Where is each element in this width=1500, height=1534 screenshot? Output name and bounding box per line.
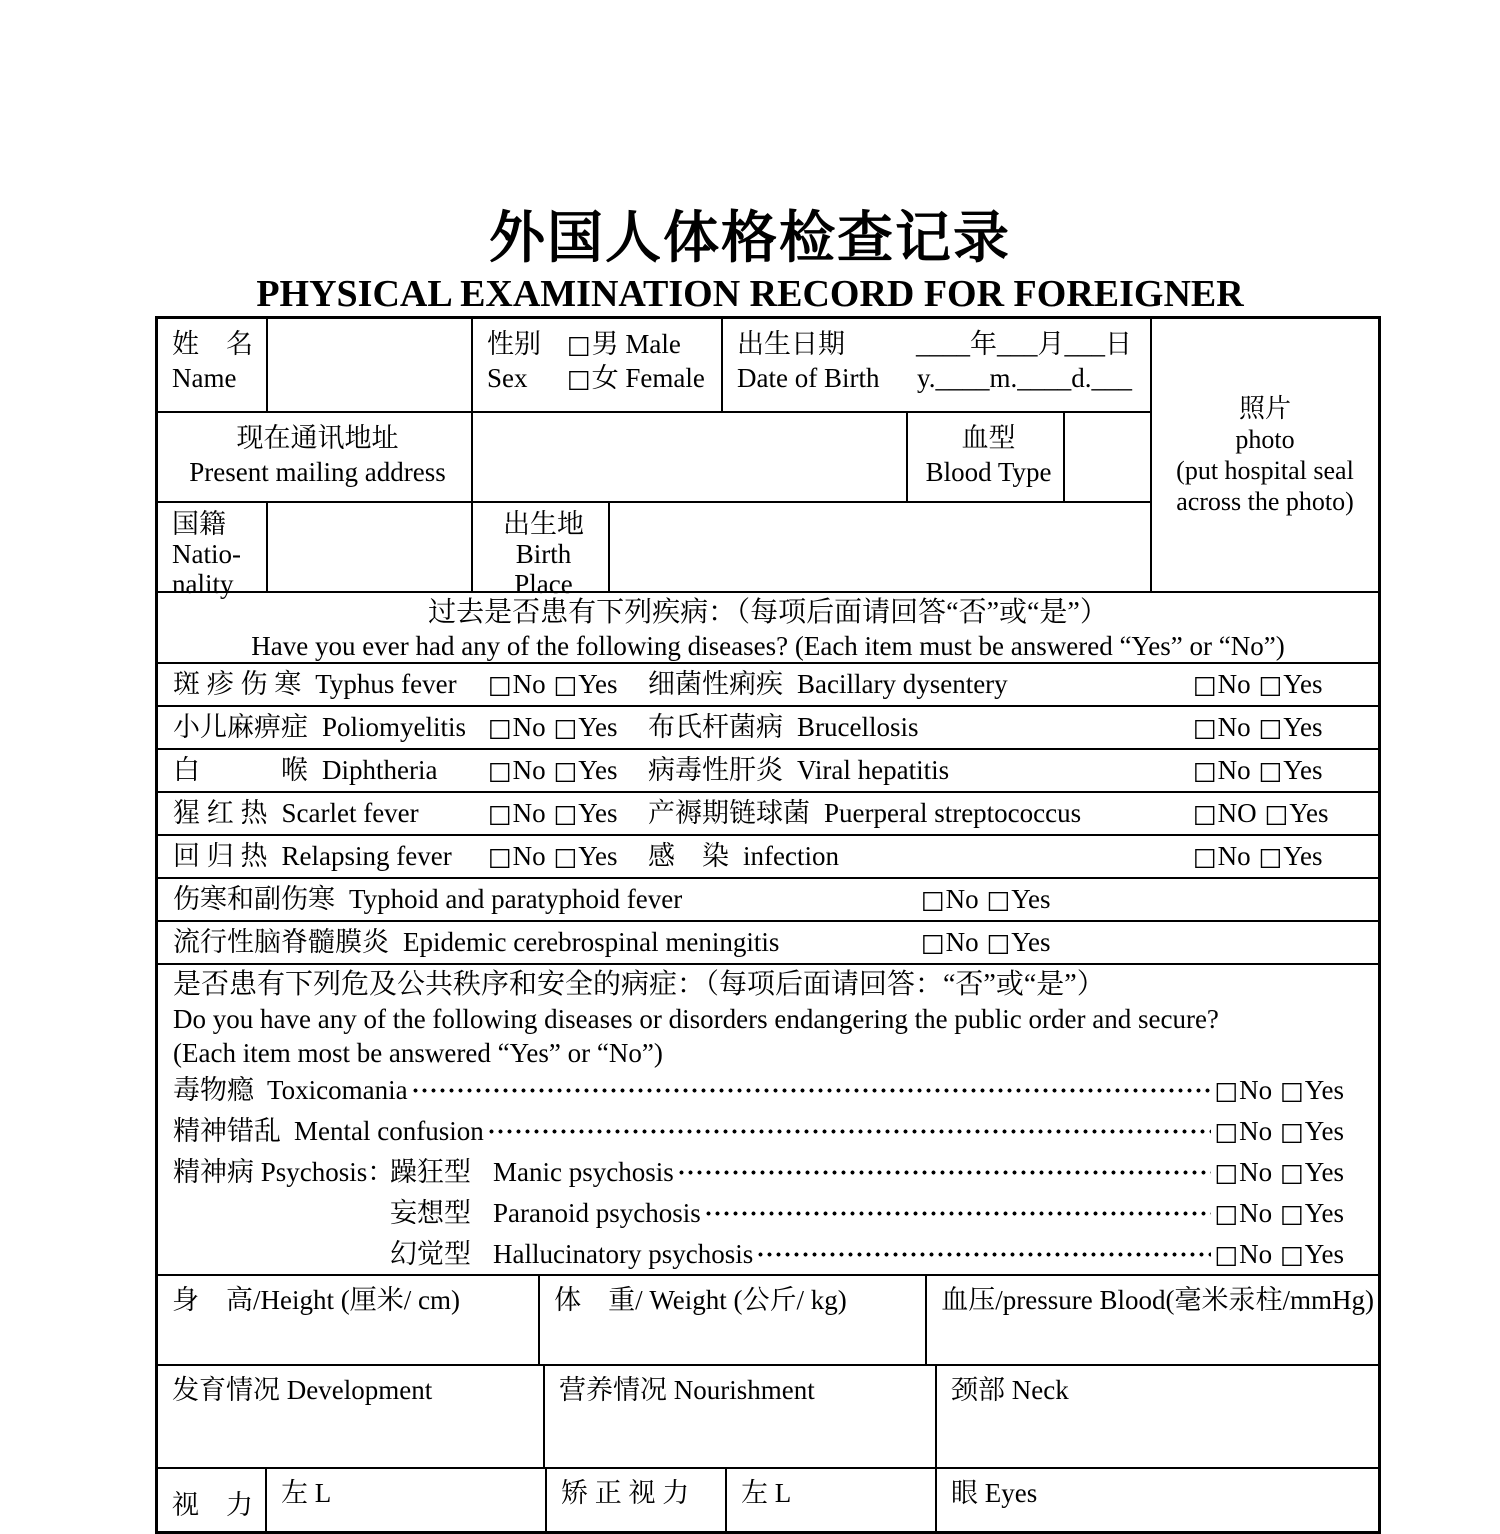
development-cell[interactable] [158,1366,545,1467]
dob-blanks-zh[interactable]: ____年___月___日 [916,329,1132,359]
disease-row-meningitis [158,920,1378,963]
yes-checkbox[interactable]: □ [1280,1239,1304,1269]
item-en: Manic psychosis [493,1156,674,1187]
no-label: NO [1217,797,1257,828]
item-zh: 躁狂型 [390,1156,471,1187]
no-yes-checkboxes [921,926,1051,960]
no-label: No [945,883,979,914]
no-yes-checkboxes [488,797,618,831]
photo-note-line2: across the photo) [1176,487,1354,516]
no-checkbox[interactable]: □ [1214,1239,1239,1269]
psychosis-prefix: 精神病 Psychosis： [173,1156,395,1187]
photo-note-line1: (put hospital seal [1176,456,1354,485]
disease-row-diphtheria-hepatitis [158,748,1378,791]
yes-checkbox[interactable]: □ [986,884,1011,914]
no-label: No [1217,711,1251,742]
dob-label-en: Date of Birth [737,362,880,393]
birthplace-label-en2: Place [514,569,573,600]
disease-en: Epidemic cerebrospinal meningitis [403,926,780,957]
no-yes-checkboxes [1193,754,1323,788]
disease-en: Brucellosis [797,711,919,742]
disease-en: Relapsing fever [281,840,452,871]
neck-label: 颈部 Neck [951,1375,1069,1405]
dotted-leader [756,1234,1211,1275]
eyes-cell[interactable]: 眼 Eyes [951,1478,1038,1508]
no-checkbox[interactable]: □ [488,755,512,785]
no-yes-checkboxes [1193,840,1323,874]
item-zh: 幻觉型 [390,1238,471,1269]
disease-zh: 猩 红 热 [173,797,268,828]
blood-type-label-zh: 血型 [961,423,1016,453]
address-label-zh: 现在通讯地址 [236,423,399,453]
birthplace-input-area[interactable] [610,503,1150,591]
height-label: 身 高/Height (厘米/ cm) [172,1285,460,1315]
no-checkbox[interactable]: □ [1193,798,1217,828]
height-cell[interactable] [158,1276,540,1364]
yes-checkbox[interactable]: □ [1280,1157,1304,1187]
no-checkbox[interactable]: □ [921,927,945,957]
yes-label: Yes [1283,668,1323,699]
dotted-leader [677,1152,1212,1193]
disease-en: Puerperal streptococcus [824,797,1082,828]
yes-label: Yes [1304,1074,1344,1105]
blood-pressure-label: 血压/pressure Blood(毫米汞柱/mmHg) [941,1285,1374,1315]
no-label: No [512,754,546,785]
name-label-zh: 姓 名 [172,329,253,359]
yes-checkbox[interactable]: □ [553,755,578,785]
no-checkbox[interactable]: □ [488,841,512,871]
no-yes-checkboxes [1214,1238,1344,1272]
item-en: Mental confusion [294,1115,484,1146]
no-checkbox[interactable]: □ [1193,712,1217,742]
dotted-leader [487,1111,1212,1152]
nationality-label-cell [158,503,268,600]
male-label: 男 Male [591,329,681,359]
name-input-area[interactable] [268,319,473,411]
no-checkbox[interactable]: □ [488,669,512,699]
yes-checkbox[interactable]: □ [553,841,578,871]
no-yes-checkboxes [1214,1197,1344,1231]
no-checkbox[interactable]: □ [1214,1198,1239,1228]
yes-label: Yes [578,840,618,871]
no-label: No [512,711,546,742]
no-checkbox[interactable]: □ [1193,669,1217,699]
disease-zh: 布氏杆菌病 [648,711,783,742]
yes-checkbox[interactable]: □ [1264,798,1289,828]
name-label-cell [158,319,268,411]
no-yes-checkboxes [1214,1074,1344,1108]
no-yes-checkboxes [1193,711,1323,745]
public-order-header-zh: 是否患有下列危及公共秩序和安全的病症：（每项后面请回答：“否”或“是”） [173,969,1105,1000]
disease-zh: 白 喉 [173,754,308,785]
no-label: No [1239,1074,1273,1105]
nationality-birthplace-row [158,501,1150,600]
disease-row-typhoid [158,877,1378,920]
public-order-item-hallucinatory-psychosis [158,1234,1378,1275]
yes-label: Yes [1289,797,1329,828]
disease-zh: 小儿麻痹症 [173,711,308,742]
no-yes-checkboxes [1193,797,1329,831]
disease-en: Scarlet fever [281,797,419,828]
yes-checkbox[interactable]: □ [1280,1198,1304,1228]
public-order-item-paranoid-psychosis [158,1193,1378,1234]
yes-label: Yes [1304,1156,1344,1187]
blood-type-label-cell [908,413,1065,501]
corrected-vision-left-cell[interactable]: 左 L [727,1469,937,1531]
disease-header-zh: 过去是否患有下列疾病：（每项后面请回答“否”或“是”） [428,597,1108,628]
no-yes-checkboxes [1193,668,1323,702]
no-label: No [1239,1197,1273,1228]
form-table [155,316,1381,1534]
dob-label-zh: 出生日期 [737,329,845,359]
no-yes-checkboxes [1214,1115,1344,1149]
disease-row-typhus-dysentery [158,662,1378,705]
yes-label: Yes [578,754,618,785]
female-label: 女 Female [591,362,705,393]
item-en: Hallucinatory psychosis [493,1238,754,1269]
disease-zh: 感 染 [648,840,729,871]
no-checkbox[interactable]: □ [488,712,512,742]
no-label: No [1239,1156,1273,1187]
disease-en: Poliomyelitis [322,711,467,742]
yes-label: Yes [1283,840,1323,871]
disease-zh: 细菌性痢疾 [648,668,783,699]
nationality-label-zh: 国籍 [172,509,226,539]
vision-left-cell[interactable]: 左 L [267,1469,547,1531]
development-label: 发育情况 Development [172,1375,433,1405]
no-label: No [1217,668,1251,699]
yes-label: Yes [1304,1115,1344,1146]
disease-header-en: Have you ever had any of the following diseases? (Each item must be answered “Yes” or “No”) [251,631,1285,661]
identity-section [158,319,1378,600]
vision-label-cell: 视 力 [158,1469,267,1531]
dotted-leader [411,1070,1212,1111]
yes-checkbox[interactable]: □ [553,712,578,742]
no-label: No [512,668,546,699]
yes-checkbox[interactable]: □ [1258,669,1283,699]
item-zh: 毒物瘾 [173,1074,254,1105]
address-input-area[interactable] [473,413,908,501]
sex-label-en: Sex [487,362,528,393]
no-label: No [1239,1115,1273,1146]
dob-cell [723,319,1150,411]
form-title-zh: 外国人体格检查记录 [489,206,1011,269]
yes-label: Yes [1283,711,1323,742]
no-checkbox[interactable]: □ [1214,1116,1239,1146]
yes-checkbox[interactable]: □ [553,669,578,699]
development-row [158,1364,1378,1467]
address-label-cell [158,413,473,501]
photo-area[interactable] [1150,319,1378,591]
nationality-label-en1: Natio- [172,539,241,570]
birthplace-label-cell [473,503,610,600]
disease-zh: 伤寒和副伤寒 [173,883,335,914]
yes-label: Yes [578,797,618,828]
yes-label: Yes [578,668,618,699]
yes-checkbox[interactable]: □ [1258,755,1283,785]
disease-en: Typhus fever [315,668,457,699]
item-zh: 精神错乱 [173,1115,281,1146]
disease-row-polio-brucellosis [158,705,1378,748]
blood-pressure-cell[interactable] [927,1276,1378,1364]
birthplace-label-en1: Birth [515,539,572,570]
disease-section-header [158,591,1378,662]
blood-type-input-area[interactable] [1065,413,1150,501]
disease-zh: 回 归 热 [173,840,268,871]
no-label: No [512,840,546,871]
no-checkbox[interactable]: □ [1214,1157,1239,1187]
yes-checkbox[interactable]: □ [1258,841,1283,871]
address-blood-row [158,411,1150,501]
yes-checkbox[interactable]: □ [1280,1116,1304,1146]
disease-en: infection [743,840,839,871]
no-checkbox[interactable]: □ [1193,755,1217,785]
nourishment-cell[interactable] [545,1366,937,1467]
no-label: No [512,797,546,828]
public-order-item-manic-psychosis [158,1152,1378,1193]
nourishment-label: 营养情况 Nourishment [559,1375,815,1405]
yes-label: Yes [578,711,618,742]
public-order-section [158,963,1378,1274]
no-yes-checkboxes [488,668,618,702]
disease-en: Typhoid and paratyphoid fever [349,883,683,914]
no-label: No [1217,754,1251,785]
no-checkbox[interactable]: □ [1214,1075,1239,1105]
form-title-en: PHYSICAL EXAMINATION RECORD FOR FOREIGNER [256,273,1244,315]
photo-label-en: photo [1235,425,1295,454]
no-checkbox[interactable]: □ [488,798,512,828]
no-yes-checkboxes [921,883,1051,917]
male-checkbox[interactable]: □ [567,330,591,359]
yes-label: Yes [1304,1197,1344,1228]
disease-row-scarlet-puerperal [158,791,1378,834]
no-checkbox[interactable]: □ [921,884,945,914]
nationality-input-area[interactable] [268,503,473,591]
disease-zh: 斑 疹 伤 寒 [173,668,302,699]
sex-label-zh: 性别 [487,329,541,359]
public-order-item-toxicomania [158,1070,1378,1111]
item-en: Toxicomania [267,1074,408,1105]
photo-label-zh: 照片 [1238,394,1291,423]
yes-label: Yes [1011,926,1051,957]
no-yes-checkboxes [488,754,618,788]
yes-label: Yes [1011,883,1051,914]
no-label: No [945,926,979,957]
yes-checkbox[interactable]: □ [1258,712,1283,742]
weight-label: 体 重/ Weight (公斤/ kg) [554,1285,847,1315]
yes-label: Yes [1304,1238,1344,1269]
no-label: No [1217,840,1251,871]
public-order-header-en1: Do you have any of the following diseases or disorders endangering the public order and secure? [173,1004,1219,1034]
disease-en: Bacillary dysentery [797,668,1008,699]
no-yes-checkboxes [1214,1156,1344,1190]
disease-row-relapsing-infection [158,834,1378,877]
vision-row [158,1467,1378,1531]
item-zh: 妄想型 [390,1197,471,1228]
public-order-item-mental-confusion [158,1111,1378,1152]
nationality-label-en2: nality [172,569,234,600]
disease-en: Diphtheria [322,754,438,785]
sex-cell [473,319,723,411]
height-weight-bp-row [158,1274,1378,1364]
weight-cell[interactable] [540,1276,927,1364]
address-label-en: Present mailing address [189,456,446,487]
female-checkbox[interactable]: □ [567,363,591,393]
no-label: No [1239,1238,1273,1269]
name-label-en: Name [172,362,237,393]
yes-label: Yes [1283,754,1323,785]
disease-en: Viral hepatitis [797,754,950,785]
public-order-header-en2: (Each item most be answered “Yes” or “No”) [173,1038,663,1068]
no-checkbox[interactable]: □ [1193,841,1217,871]
disease-zh: 产褥期链球菌 [648,797,810,828]
birthplace-label-zh: 出生地 [503,509,584,539]
neck-cell[interactable] [937,1366,1378,1467]
no-yes-checkboxes [488,840,618,874]
corrected-vision-label-cell: 矫 正 视 力 [547,1469,727,1531]
dotted-leader [704,1193,1212,1234]
yes-checkbox[interactable]: □ [1280,1075,1304,1105]
dob-blanks-en[interactable]: y.____m.____d.___ [917,362,1132,393]
name-sex-dob-row [158,319,1150,411]
disease-zh: 流行性脑脊髓膜炎 [173,926,389,957]
item-en: Paranoid psychosis [493,1197,701,1228]
disease-zh: 病毒性肝炎 [648,754,783,785]
blood-type-label-en: Blood Type [925,456,1052,487]
yes-checkbox[interactable]: □ [986,927,1011,957]
no-yes-checkboxes [488,711,618,745]
yes-checkbox[interactable]: □ [553,798,578,828]
